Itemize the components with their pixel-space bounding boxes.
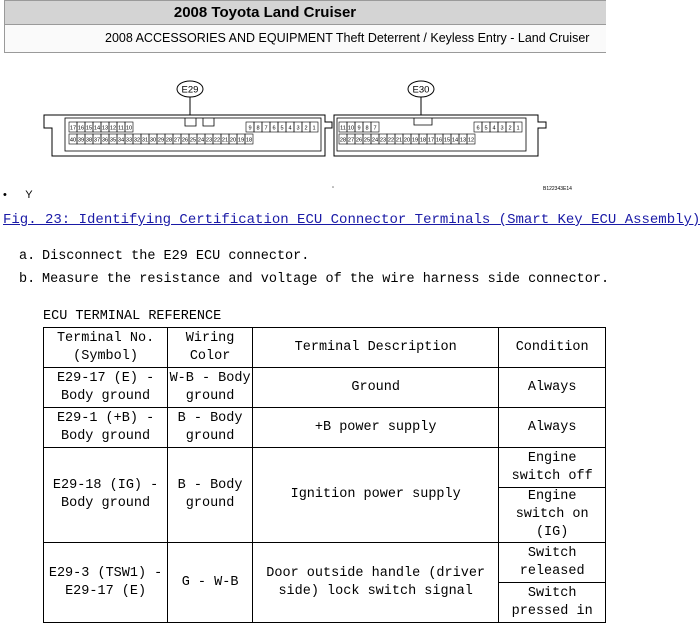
table-row <box>44 368 606 408</box>
figure-caption-link[interactable]: Fig. 23: Identifying Certification ECU Connector Terminals (Smart Key ECU Assembly) <box>3 212 700 228</box>
pin-number: 2 <box>508 125 512 132</box>
pin-number: 19 <box>237 137 245 144</box>
description-cell: +B power supply <box>253 408 499 448</box>
table-title: ECU TERMINAL REFERENCE <box>43 309 222 324</box>
e29-bottom-pin-row <box>69 134 253 144</box>
step-text: Measure the resistance and voltage of the wire harness side connector. <box>42 272 610 287</box>
condition-cell: Always <box>499 408 606 448</box>
pin-number: 17 <box>427 137 435 144</box>
wiring-cell: B - Body ground <box>168 408 253 448</box>
document-title-bar <box>4 0 606 25</box>
pin-number: 9 <box>248 125 252 132</box>
description-cell: Door outside handle (driver side) lock switch signal <box>253 543 499 623</box>
condition-cell: Always <box>499 368 606 408</box>
e29-top-pin-row <box>69 122 318 132</box>
connector-diagram <box>0 70 606 170</box>
pin-number: 40 <box>69 137 77 144</box>
pin-number: 26 <box>181 137 189 144</box>
pin-number: 5 <box>280 125 284 132</box>
pin-number: 24 <box>197 137 205 144</box>
header-terminal: Terminal No. (Symbol) <box>44 328 168 368</box>
pin-number: 4 <box>288 125 292 132</box>
pin-number: 1 <box>516 125 520 132</box>
pin-number: 22 <box>213 137 221 144</box>
pin-number: 35 <box>109 137 117 144</box>
pin-number: 10 <box>347 125 355 132</box>
pin-number: 27 <box>347 137 355 144</box>
pin-number: 21 <box>395 137 403 144</box>
pin-number: 36 <box>101 137 109 144</box>
pin-number: 25 <box>363 137 371 144</box>
wiring-cell: G - W-B <box>168 543 253 623</box>
pin-number: 4 <box>492 125 496 132</box>
pin-number: 16 <box>77 125 85 132</box>
pin-number: 19 <box>411 137 419 144</box>
pin-number: 6 <box>272 125 276 132</box>
pin-number: 15 <box>443 137 451 144</box>
pin-number: 21 <box>221 137 229 144</box>
step-letter: b. <box>19 272 36 287</box>
table-row <box>44 448 606 488</box>
procedure-steps <box>19 249 609 295</box>
e30-top-pin-row <box>339 122 522 132</box>
decorative-dot <box>332 186 334 188</box>
pin-number: 1 <box>312 125 316 132</box>
pin-number: 7 <box>373 125 377 132</box>
pin-number: 12 <box>109 125 117 132</box>
pin-number: 28 <box>165 137 173 144</box>
pin-number: 5 <box>484 125 488 132</box>
pin-number: 20 <box>229 137 237 144</box>
pin-number: 8 <box>365 125 369 132</box>
e29-locking-tabs <box>185 118 214 126</box>
e29-pin-area <box>65 118 321 151</box>
step-b <box>19 272 609 295</box>
pin-number: 12 <box>467 137 475 144</box>
pin-number: 23 <box>205 137 213 144</box>
pin-number: 13 <box>101 125 109 132</box>
e30-label: E30 <box>412 84 430 96</box>
table-header-row <box>44 328 606 368</box>
e30-connector-housing <box>334 115 546 156</box>
pin-number: 3 <box>500 125 504 132</box>
terminal-cell: E29-18 (IG) - Body ground <box>44 448 168 543</box>
document-subtitle-bar <box>4 25 606 53</box>
document-title: 2008 Toyota Land Cruiser <box>173 4 357 21</box>
pin-number: 37 <box>93 137 101 144</box>
condition-cell: Switch pressed in <box>499 583 606 623</box>
pin-number: 31 <box>141 137 149 144</box>
pin-number: 33 <box>125 137 133 144</box>
pin-number: 10 <box>125 125 133 132</box>
pin-number: 29 <box>157 137 165 144</box>
pin-number: 34 <box>117 137 125 144</box>
table-row <box>44 543 606 583</box>
terminal-cell: E29-17 (E) - Body ground <box>44 368 168 408</box>
pin-number: 32 <box>133 137 141 144</box>
step-a <box>19 249 609 272</box>
pin-number: 16 <box>435 137 443 144</box>
pin-number: 6 <box>476 125 480 132</box>
pin-number: 13 <box>459 137 467 144</box>
pin-number: 30 <box>149 137 157 144</box>
terminal-cell: E29-1 (+B) - Body ground <box>44 408 168 448</box>
e30-locking-tab <box>414 118 432 125</box>
document-subtitle: 2008 ACCESSORIES AND EQUIPMENT Theft Deterrent / Keyless Entry - Land Cruiser <box>105 31 590 45</box>
figure-bullet: • Y <box>3 189 33 201</box>
pin-number: 24 <box>371 137 379 144</box>
pin-number: 14 <box>93 125 101 132</box>
terminal-cell: E29-3 (TSW1) - E29-17 (E) <box>44 543 168 623</box>
pin-number: 38 <box>85 137 93 144</box>
pin-number: 20 <box>403 137 411 144</box>
pin-number: 11 <box>118 125 124 132</box>
wiring-cell: B - Body ground <box>168 448 253 543</box>
pin-number: 28 <box>339 137 347 144</box>
step-text: Disconnect the E29 ECU connector. <box>42 249 310 264</box>
e29-connector-housing <box>44 115 332 156</box>
step-letter: a. <box>19 249 36 264</box>
pin-number: 9 <box>357 125 361 132</box>
header-condition: Condition <box>499 328 606 368</box>
pin-number: 18 <box>245 137 253 144</box>
figure-bullet-label: Y <box>25 189 33 201</box>
pin-number: 17 <box>69 125 77 132</box>
pin-number: 26 <box>355 137 363 144</box>
pin-number: 2 <box>304 125 308 132</box>
description-cell: Ignition power supply <box>253 448 499 543</box>
pin-number: 14 <box>451 137 459 144</box>
pin-number: 25 <box>189 137 197 144</box>
pin-number: 7 <box>264 125 268 132</box>
pin-number: 8 <box>256 125 260 132</box>
pin-number: 11 <box>340 125 346 132</box>
wiring-cell: W-B - Body ground <box>168 368 253 408</box>
pin-number: 27 <box>173 137 181 144</box>
header-wiring: Wiring Color <box>168 328 253 368</box>
e30-pin-area <box>337 118 526 151</box>
condition-cell: Switch released <box>499 543 606 583</box>
e29-label: E29 <box>181 84 199 96</box>
pin-number: 3 <box>296 125 300 132</box>
pin-number: 39 <box>77 137 85 144</box>
ecu-terminal-table <box>43 327 606 623</box>
table-row <box>44 408 606 448</box>
pin-number: 23 <box>379 137 387 144</box>
header-description: Terminal Description <box>253 328 499 368</box>
pin-number: 22 <box>387 137 395 144</box>
figure-id: B122343E14 <box>543 186 572 192</box>
pin-number: 18 <box>419 137 427 144</box>
e30-bottom-pin-row <box>339 134 475 144</box>
pin-number: 15 <box>85 125 93 132</box>
condition-cell: Engine switch on (IG) <box>499 488 606 543</box>
description-cell: Ground <box>253 368 499 408</box>
condition-cell: Engine switch off <box>499 448 606 488</box>
